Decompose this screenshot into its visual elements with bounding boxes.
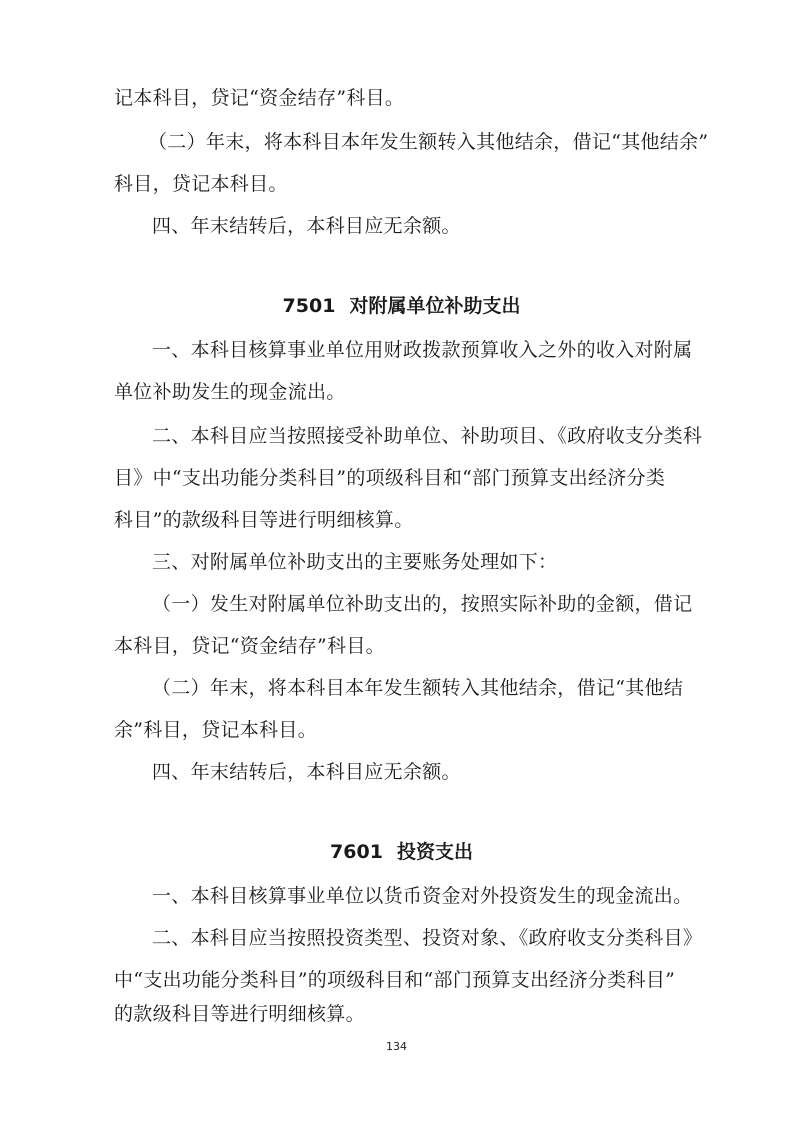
text-line: （二）年末，将本科目本年发生额转入其他结余，借记“其他结余”: [148, 131, 709, 153]
text-line: 中“支出功能分类科目”的项级科目和“部门预算支出经济分类科目”: [114, 969, 676, 991]
text-line: 单位补助发生的现金流出。: [114, 381, 346, 403]
text-line: 二、本科目应当按照接受补助单位、补助项目、《政府收支分类科: [152, 425, 703, 447]
text-line: 一、本科目核算事业单位用财政拨款预算收入之外的收入对附属: [152, 339, 693, 361]
text-line: （二）年末，将本科目本年发生额转入其他结余，借记“其他结: [152, 677, 684, 699]
section-code: 7601: [330, 841, 383, 863]
text-line: 目》中“支出功能分类科目”的项级科目和“部门预算支出经济分类: [114, 467, 666, 489]
section-code: 7501: [282, 295, 336, 317]
text-line: 四、年末结转后，本科目应无余额。: [152, 761, 461, 783]
page-number: 134: [386, 1040, 407, 1053]
text-line: 余”科目，贷记本科目。: [114, 719, 318, 741]
text-line: 记本科目，贷记“资金结存”科目。: [114, 87, 405, 109]
text-line: 四、年末结转后，本科目应无余额。: [152, 215, 461, 237]
section-heading: [0, 840, 793, 864]
text-line: 一、本科目核算事业单位以货币资金对外投资发生的现金流出。: [152, 885, 693, 907]
text-line: 本科目，贷记“资金结存”科目。: [114, 635, 385, 657]
section-title: 投资支出: [396, 841, 473, 863]
text-line: （一）发生对附属单位补助支出的，按照实际补助的金额，借记: [152, 593, 693, 615]
text-line: 科目”的款级科目等进行明细核算。: [114, 509, 414, 531]
text-line: 科目，贷记本科目。: [114, 173, 288, 195]
text-line: 的款级科目等进行明细核算。: [114, 1003, 365, 1025]
section-title: 对附属单位补助支出: [349, 295, 521, 317]
section-heading: [0, 294, 793, 318]
text-line: 三、对附属单位补助支出的主要账务处理如下：: [152, 551, 558, 573]
text-line: 二、本科目应当按照投资类型、投资对象、《政府收支分类科目》: [152, 927, 703, 949]
